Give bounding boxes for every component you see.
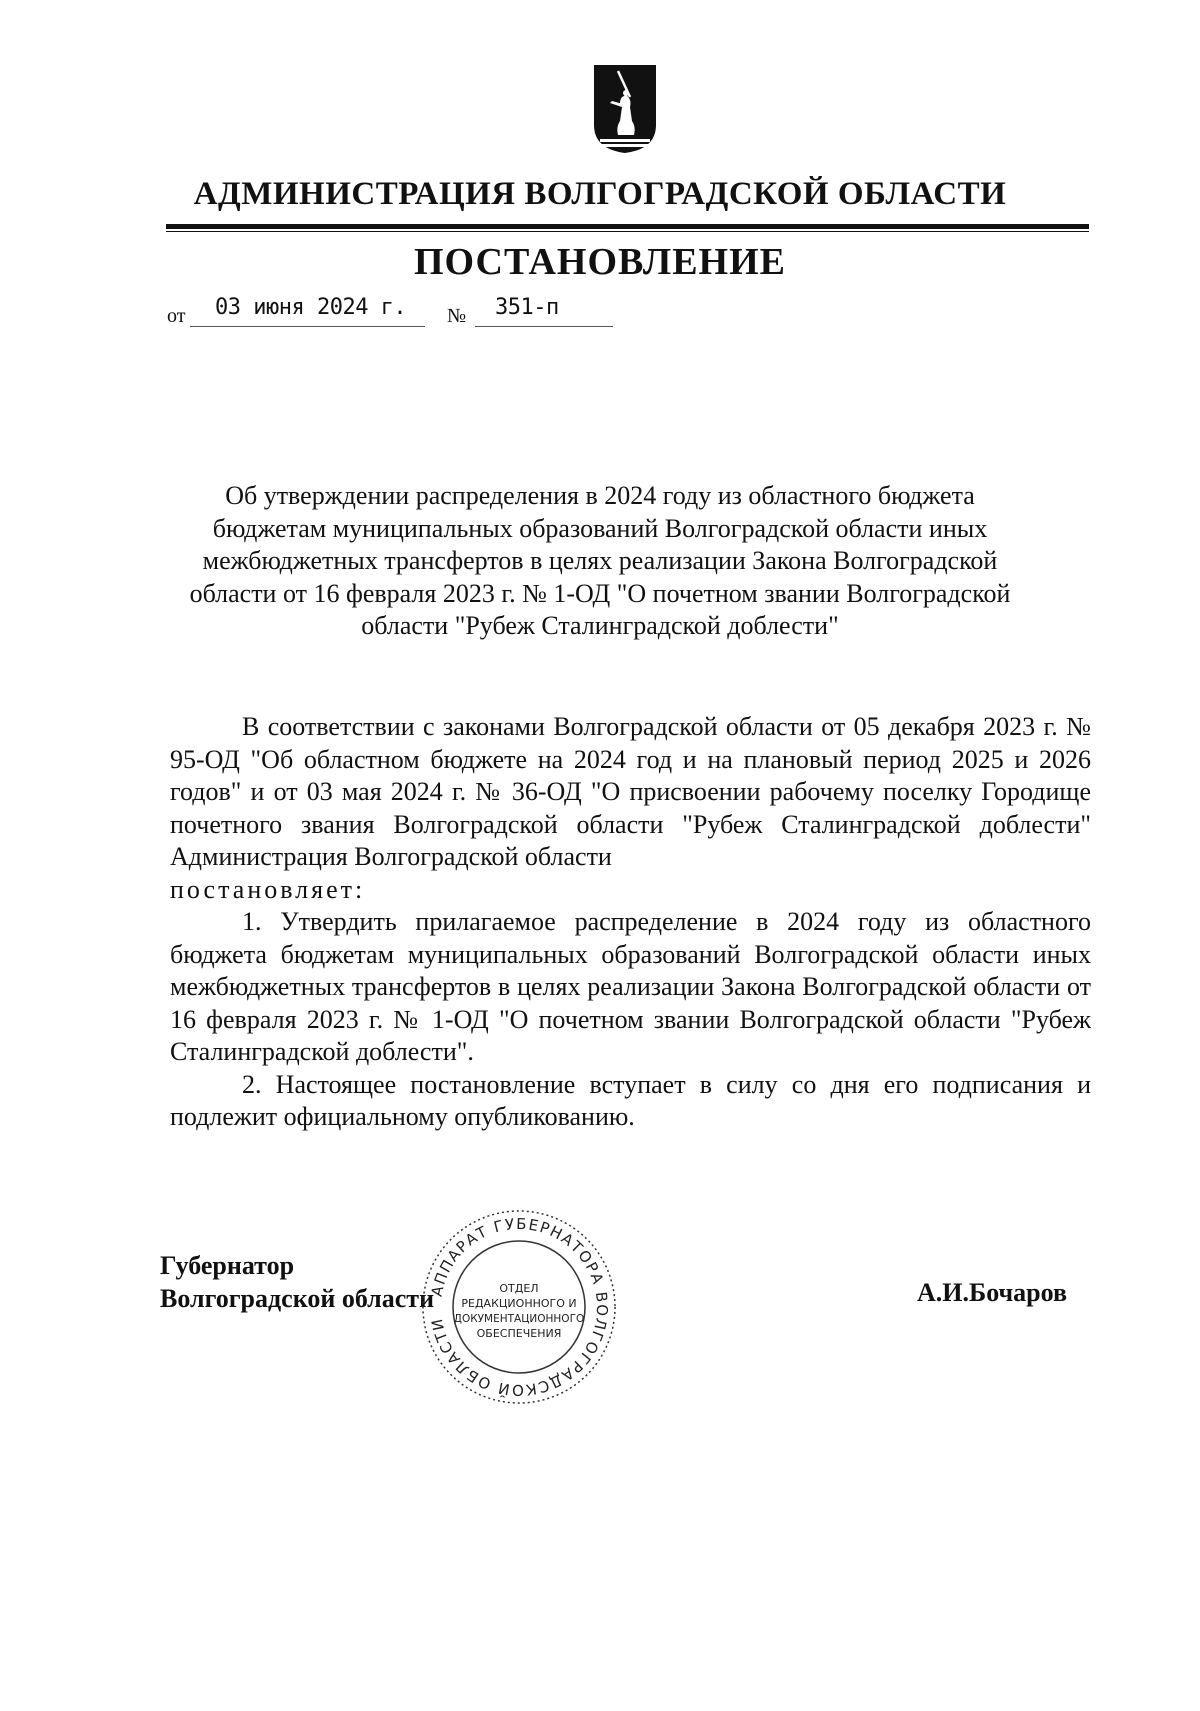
document-date: 03 июня 2024 г. bbox=[215, 295, 407, 320]
document-body bbox=[170, 711, 1091, 1134]
title-line: области от 16 февраля 2023 г. № 1-ОД "О почетном звании Волгоградской bbox=[189, 578, 1011, 608]
resolves-word: постановляет: bbox=[170, 874, 366, 904]
document-number: 351-п bbox=[495, 295, 559, 320]
organization-name: АДМИНИСТРАЦИЯ ВОЛГОГРАДСКОЙ ОБЛАСТИ bbox=[193, 176, 1007, 212]
number-prefix: № bbox=[447, 305, 467, 327]
round-stamp-icon bbox=[414, 1207, 624, 1407]
stamp-center-line: РЕДАКЦИОННОГО И bbox=[461, 1297, 577, 1310]
stamp-center-line: ОТДЕЛ bbox=[499, 1282, 539, 1295]
date-underline bbox=[190, 326, 425, 327]
stamp-center-line: ОБЕСПЕЧЕНИЯ bbox=[476, 1327, 562, 1340]
date-prefix: от bbox=[167, 305, 186, 327]
official-stamp bbox=[414, 1207, 624, 1407]
signatory-position-line: Губернатор bbox=[160, 1251, 295, 1280]
title-line: бюджетам муниципальных образований Волгоградской области иных bbox=[212, 513, 988, 543]
coat-of-arms-emblem bbox=[592, 63, 658, 155]
header-thick-rule bbox=[166, 224, 1089, 229]
title-line: области "Рубеж Сталинградской доблести" bbox=[361, 611, 839, 640]
signatory-position-line: Волгоградской области bbox=[160, 1284, 435, 1313]
stamp-outer-ring-text: АППАРАТ ГУБЕРНАТОРА ВОЛГОГРАДСКОЙ ОБЛАСТИ bbox=[427, 1214, 612, 1400]
signatory-position bbox=[160, 1249, 434, 1315]
document-title bbox=[160, 480, 1040, 643]
volgograd-coat-of-arms-icon bbox=[592, 63, 658, 155]
item-1-paragraph: 1. Утвердить прилагаемое распределение в 2024 году из областного бюджета бюджетам муниципальных образований Волгоградской области иных межбюджетных трансфертов в целях реализации Закона Волгоградской области от 16 февраля 2023 г. № 1-ОД "О почетном звании Волгоградской области "Рубеж Сталинградской доблести". bbox=[170, 907, 1091, 1066]
document-type: ПОСТАНОВЛЕНИЕ bbox=[413, 241, 787, 283]
title-line: Об утверждении распределения в 2024 году из областного бюджета bbox=[225, 481, 975, 510]
preamble-paragraph: В соответствии с законами Волгоградской области от 05 декабря 2023 г. № 95-ОД "Об областном бюджете на 2024 год и на плановый период 2025 и 2026 годов" и от 03 мая 2024 г. № 36-ОД "О присвоении рабочему поселку Городище почетного звания Волгоградской области "Рубеж Сталинградской доблести" Администрация Волгоградской области bbox=[170, 712, 1091, 871]
item-2-paragraph: 2. Настоящее постановление вступает в силу со дня его подписания и подлежит официальному опубликованию. bbox=[170, 1069, 1091, 1131]
title-line: межбюджетных трансфертов в целях реализации Закона Волгоградской bbox=[202, 546, 998, 575]
header-thin-rule bbox=[166, 231, 1089, 232]
signatory-name: А.И.Бочаров bbox=[917, 1278, 1068, 1307]
stamp-center-line: ДОКУМЕНТАЦИОННОГО bbox=[453, 1313, 585, 1325]
number-underline bbox=[475, 326, 613, 327]
